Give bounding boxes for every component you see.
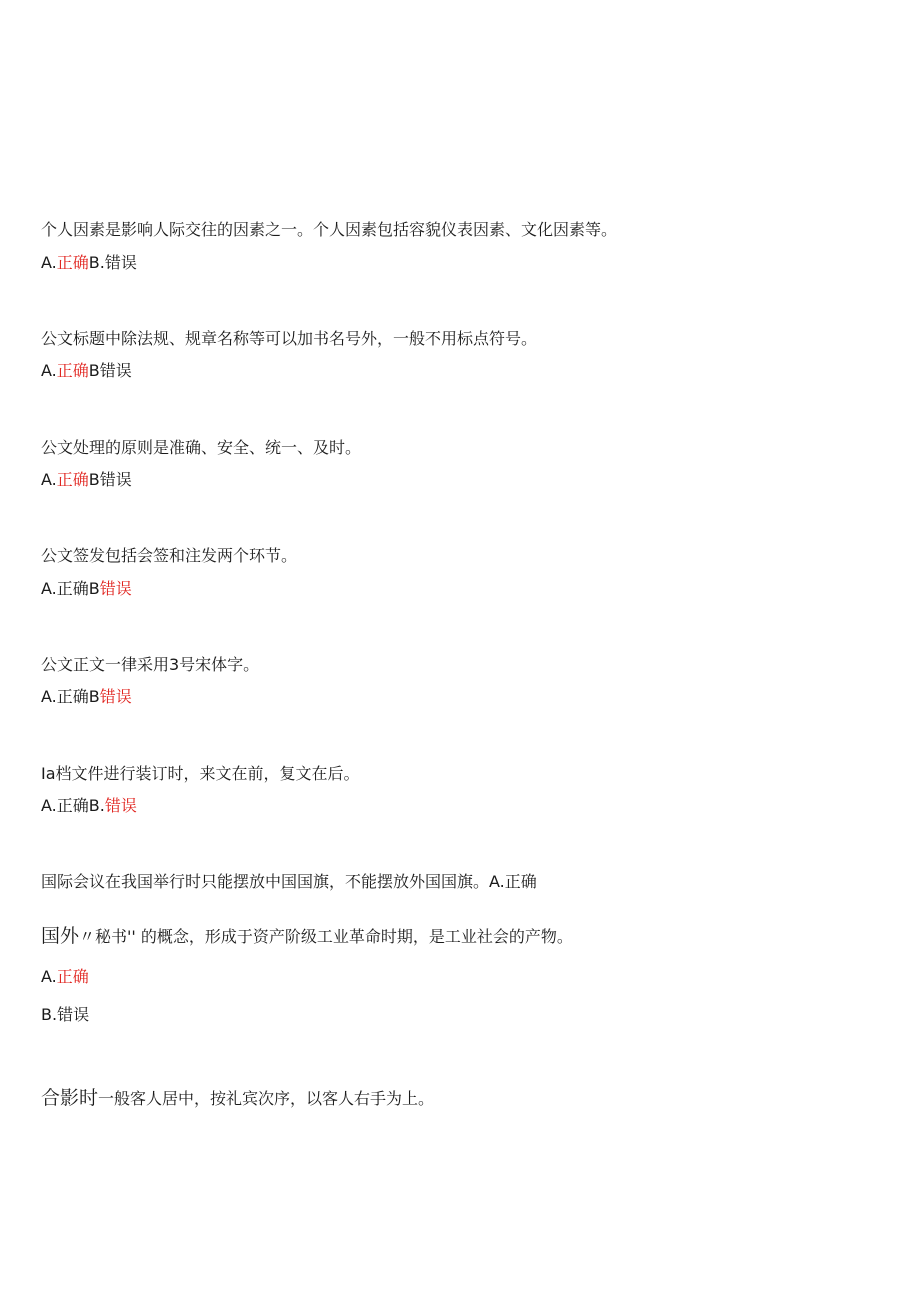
option-b-text: 错误	[99, 470, 132, 489]
option-b-correct: 错误	[104, 796, 137, 815]
question-8-lead: 国外	[41, 925, 80, 947]
option-a-prefix: A.	[41, 687, 57, 706]
question-text	[41, 1087, 434, 1110]
question-3-text: 公文处理的原则是准确、安全、统一、及时。	[41, 438, 362, 457]
question-9-lead: 合影时	[41, 1087, 99, 1109]
option-a-prefix: A.	[41, 253, 57, 272]
question-5-text: 公文正文一律采用3号宋体字。	[41, 655, 260, 674]
question-1-text: 个人因素是影响人际交往的因素之一。个人因素包括容貌仪表因素、文化因素等。	[41, 220, 618, 239]
option-b-prefix: B	[88, 579, 100, 598]
option-a-prefix: A.	[41, 579, 57, 598]
option-b-text: B.错误	[41, 1005, 90, 1024]
option-a-prefix: A.	[41, 796, 57, 815]
option-a-correct: 正确	[56, 361, 89, 380]
option-a-prefix: A.	[41, 470, 57, 489]
question-text	[41, 871, 537, 893]
option-b-text: 错误	[99, 361, 132, 380]
question-text	[41, 545, 297, 567]
option-b-correct: 错误	[99, 579, 132, 598]
answer-options	[41, 360, 132, 382]
option-b-prefix: B	[88, 361, 100, 380]
option-a-correct: 正确	[56, 253, 89, 272]
answer-options	[41, 686, 132, 708]
question-text	[41, 763, 360, 785]
option-a-correct: 正确	[56, 967, 89, 986]
option-a-correct: 正确	[56, 470, 89, 489]
option-b-prefix: B.	[88, 253, 105, 272]
question-2-text: 公文标题中除法规、规章名称等可以加书名号外，一般不用标点符号。	[41, 329, 538, 348]
answer-options	[41, 795, 137, 817]
question-7-text: 国际会议在我国举行时只能摆放中国国旗，不能摆放外国国旗。A.正确	[41, 872, 537, 891]
answer-options	[41, 469, 132, 491]
option-b-prefix: B.	[88, 796, 105, 815]
option-a-prefix: A.	[41, 967, 57, 986]
question-text	[41, 925, 573, 948]
question-text	[41, 654, 259, 676]
question-6-text: Ia档文件进行装订时，来文在前，复文在后。	[41, 764, 360, 783]
question-8-text: 〃秘书'' 的概念，形成于资产阶级工业革命时期，是工业社会的产物。	[79, 927, 573, 946]
question-text	[41, 437, 361, 459]
option-b-text: 错误	[104, 253, 137, 272]
answer-options	[41, 578, 132, 600]
answer-option-b	[41, 1004, 89, 1026]
question-text	[41, 219, 617, 241]
option-a-text: 正确	[56, 796, 89, 815]
question-9-text: 一般客人居中，按礼宾次序，以客人右手为上。	[98, 1089, 435, 1108]
answer-options	[41, 252, 137, 274]
option-b-correct: 错误	[99, 687, 132, 706]
option-a-text: 正确	[56, 579, 89, 598]
question-text	[41, 328, 537, 350]
option-a-prefix: A.	[41, 361, 57, 380]
answer-option-a	[41, 966, 89, 988]
option-b-prefix: B	[88, 470, 100, 489]
option-b-prefix: B	[88, 687, 100, 706]
question-4-text: 公文签发包括会签和注发两个环节。	[41, 546, 298, 565]
option-a-text: 正确	[56, 687, 89, 706]
